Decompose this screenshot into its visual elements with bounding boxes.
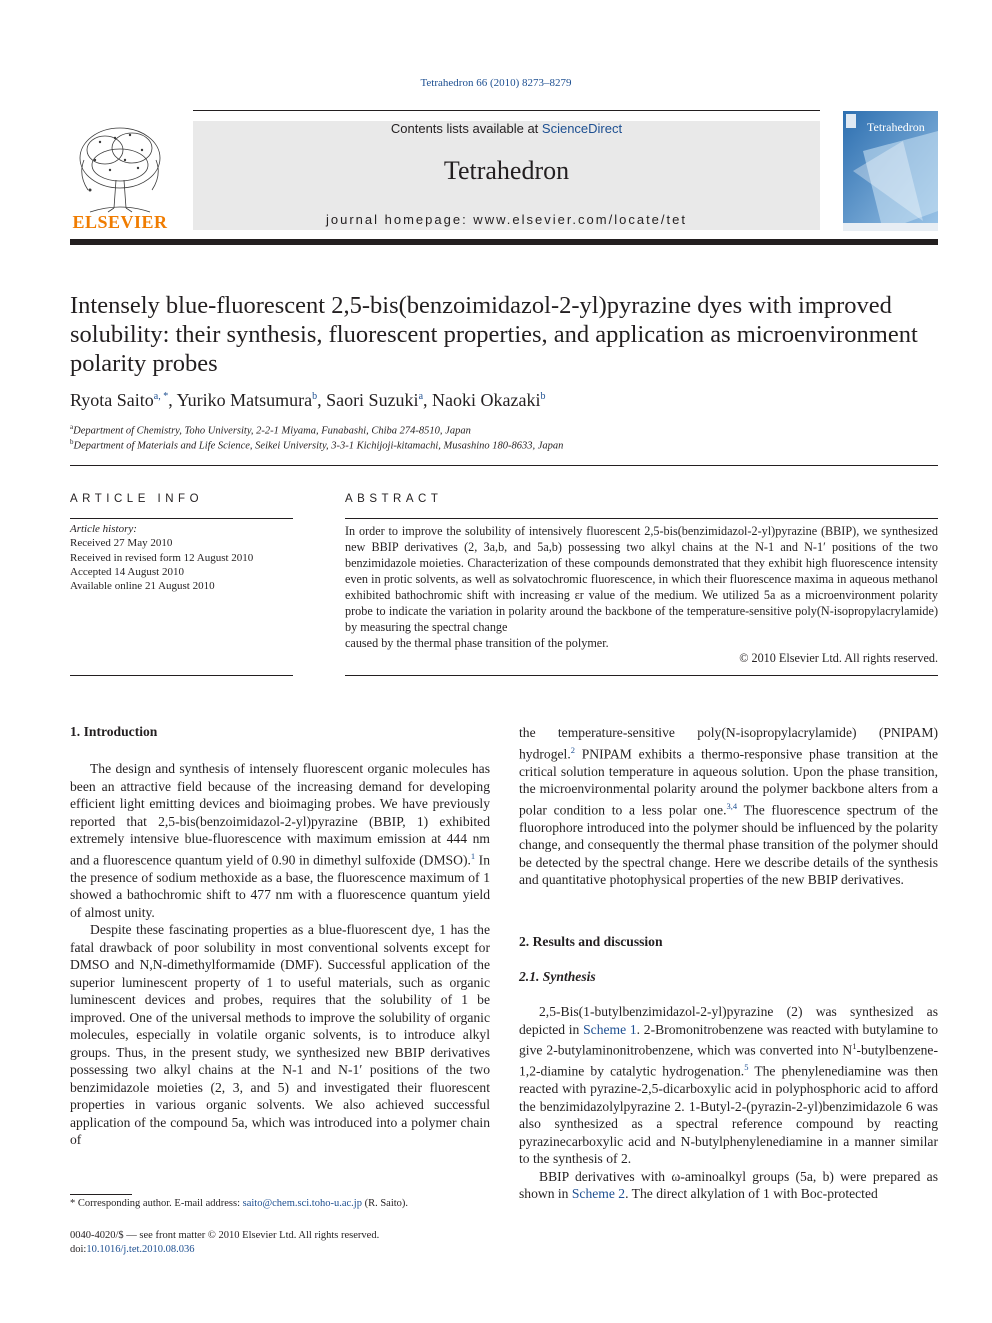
header-rule bbox=[193, 110, 820, 111]
citation-link[interactable]: 5 bbox=[744, 1062, 749, 1073]
elsevier-wordmark: ELSEVIER bbox=[72, 212, 168, 232]
journal-cover[interactable] bbox=[843, 111, 938, 231]
subsection-heading-synthesis: 2.1. Synthesis bbox=[519, 969, 596, 984]
history-item: Accepted 14 August 2010 bbox=[70, 565, 184, 578]
cover-title: Tetrahedron bbox=[867, 120, 925, 134]
abstract-body bbox=[345, 523, 938, 651]
section-rule bbox=[70, 465, 938, 466]
citation-link[interactable]: 2 bbox=[570, 744, 575, 755]
paragraph: BBIP derivatives with ω-aminoalkyl groups (5a, b) were prepared as shown in Scheme 2. The direct alkylation of 1 with Boc-protected bbox=[519, 1168, 938, 1202]
elsevier-logo[interactable] bbox=[70, 120, 170, 232]
corresponding-author-footnote: * Corresponding author. E-mail address: saito@chem.sci.toho-u.ac.jp (R. Saito). bbox=[70, 1198, 409, 1209]
body-column-right-synthesis bbox=[519, 1003, 938, 1203]
author-name[interactable]: Saori Suzuki bbox=[326, 390, 419, 410]
affiliation-b: $^b$Department of Materials and Life Science, Seikei University, 3-3-1 Kichijoji-kitamachi, Musashino 180-8633, Japan bbox=[70, 438, 564, 452]
article-title: Intensely blue-fluorescent 2,5-bis(benzoimidazol-2-yl)pyrazine dyes with improved solubility: their synthesis, fluorescent properties, and application as microenvironment polarity probes bbox=[70, 292, 918, 377]
abstract-rule-bottom bbox=[345, 675, 938, 676]
paragraph: the temperature-sensitive poly(N-isopropylacrylamide) (PNIPAM) hydrogel.$^2$ PNIPAM exhibits a thermo-responsive phase transition at the critical solution temperature in aqueous solution. Upon the phase transition, the microenvironmental polarity around the polymer backbone alters from a polar condition to a less polar one.$^{3,4}$ The fluorescence spectrum of the fluorophore introduced into the polymer should be influenced by the polarity change, and consequently the thermal phase transition of the polymer should be detected by the spectral change. Here we describe details of the synthesis and quantitative photophysical properties of the new BBIP derivatives. bbox=[519, 725, 938, 888]
contents-line: Contents lists available at ScienceDirect bbox=[390, 121, 623, 136]
doi-line: doi:10.1016/j.tet.2010.08.036 bbox=[70, 1244, 195, 1255]
history-label: Article history: bbox=[70, 523, 137, 535]
citation-link[interactable]: 3,4 bbox=[726, 800, 738, 811]
section-heading-introduction: 1. Introduction bbox=[70, 724, 158, 739]
paragraph: The design and synthesis of intensely fluorescent organic molecules has been an attractive field because of the increasing demand for developing efficient light emitting devices and bioimaging probes. We have previously reported that 2,5-bis(benzoimidazol-2-yl)pyrazine (BBIP, 1) exhibited extremely intensive blue-fluorescence with maximum emission at 444 nm and a fluorescence quantum yield of 0.90 in dimethyl sulfoxide (DMSO).$^1$ In the presence of sodium methoxide as a base, the fluorescence maximum of 1 showed a bathochromic shift to 477 nm with a fluorescence quantum yield of almost unity. bbox=[70, 761, 490, 920]
article-info-rule-bottom bbox=[70, 675, 293, 676]
abstract-text: In order to improve the solubility of intensively fluorescent 2,5-bis(benzimidazol-2-yl)pyrazine (BBIP), we synthesized new BBIP derivatives (2, 3a,b, and 5a,b) possessing two alkyl chains at the N-1 and N-1′ positions of the two benzimidazole moieties. Characterization of these compounds demonstrated that they exhibit high fluorescence intensity even in protic solvents, as well as solvatochromic fluorescence, in which their fluorescence maxima in aqueous methanol exhibited bathochromic shift with increasing εr value of the medium. We utilized 5a as a microenvironment polarity probe to indicate the variation in polarity around the backbone of the temperature-sensitive poly(N-isopropylacrylamide) by measuring the spectral change bbox=[345, 524, 938, 634]
citation-link[interactable]: 1 bbox=[470, 850, 476, 861]
doi-link[interactable]: 10.1016/j.tet.2010.08.036 bbox=[86, 1244, 195, 1255]
history-item: Received in revised form 12 August 2010 bbox=[70, 551, 254, 564]
history-item: Received 27 May 2010 bbox=[70, 537, 173, 550]
history-item: Available online 21 August 2010 bbox=[70, 580, 215, 593]
author-name[interactable]: Yuriko Matsumura bbox=[176, 390, 313, 410]
author-affiliation-mark[interactable]: b bbox=[312, 391, 318, 402]
scheme-2-link[interactable]: Scheme 2 bbox=[571, 1186, 626, 1202]
abstract-copyright: © 2010 Elsevier Ltd. All rights reserved. bbox=[739, 651, 938, 665]
scheme-1-link[interactable]: Scheme 1 bbox=[583, 1021, 637, 1037]
body-column-right bbox=[519, 724, 938, 889]
paragraph: 2,5-Bis(1-butylbenzimidazol-2-yl)pyrazine (2) was synthesized as depicted in Scheme 1. 2-Bromonitrobenzene was reacted with butylamine to give 2-butylaminonitrobenzene, which was converted into $N^1-butylbenzene-1,2$-diamine by catalytic hydrogenation.$^5$ The phenylenediamine was then reacted with pyrazine-2,5-dicarboxylic acid in polyphosphoric acid to afford the benzimidazolylpyrazine 2. 1-Butyl-2-(pyrazin-2-yl)benzimidazole 6 was also synthesized as a spectral reference compound by reacting pyrazinecarboxylic acid and N-butylphenylenediamine in a manner similar to the synthesis of 2. bbox=[519, 1004, 938, 1167]
issn-doi-block bbox=[70, 1229, 379, 1257]
abstract-text-last: caused by the thermal phase transition of the polymer. bbox=[345, 636, 609, 650]
author-email-link[interactable]: saito@chem.sci.toho-u.ac.jp bbox=[242, 1198, 362, 1209]
article-info-heading: ARTICLE INFO bbox=[70, 493, 204, 505]
affiliation-a: $^a$Department of Chemistry, Toho University, 2-2-1 Miyama, Funabashi, Chiba 274-8510, Japan bbox=[70, 423, 471, 437]
author-affiliation-mark[interactable]: b bbox=[540, 391, 546, 402]
article-info-rule-top bbox=[70, 518, 293, 519]
author-separator: , bbox=[168, 390, 177, 410]
author-list bbox=[70, 390, 930, 411]
abstract-rule-top bbox=[345, 518, 938, 519]
body-column-left bbox=[70, 760, 490, 1149]
footnote-rule bbox=[70, 1194, 132, 1195]
author-separator: , bbox=[423, 390, 433, 410]
abstract-heading: ABSTRACT bbox=[345, 493, 443, 505]
sciencedirect-link[interactable]: ScienceDirect bbox=[541, 121, 623, 136]
section-heading-results: 2. Results and discussion bbox=[519, 934, 663, 949]
author-name[interactable]: Naoki Okazaki bbox=[432, 390, 541, 410]
author-affiliation-mark[interactable]: a, * bbox=[153, 391, 169, 402]
author-affiliation-mark[interactable]: a bbox=[418, 391, 424, 402]
header-thick-rule bbox=[70, 239, 938, 245]
journal-title: Tetrahedron bbox=[443, 156, 570, 185]
author-name[interactable]: Ryota Saito bbox=[70, 390, 154, 410]
article-history bbox=[70, 522, 293, 593]
paragraph: Despite these fascinating properties as a blue-fluorescent dye, 1 has the fatal drawback of poor solubility in most conventional solvents except for DMSO and N,N-dimethylformamide (DMF). Successful application of the superior luminescent property of 1 to useful materials, such as organic luminescent devices and probes, requires that the solubility of 1 be improved. One of the universal methods to improve the solubility of organic molecules, especially in volatile organic solvents, is to introduce alkyl groups. Thus, in the present study, we synthesized new BBIP derivatives possessing two alkyl chains at the N-1 and N-1′ positions of the two benzimidazole moieties (2, 3, and 5) and investigated their fluorescent properties in various organic solvents. We also achieved successful application of the compound 5a, which was introduced into a polymer chain of bbox=[70, 922, 490, 1148]
author-separator: , bbox=[317, 390, 327, 410]
journal-homepage[interactable]: journal homepage: www.elsevier.com/locate/tet bbox=[326, 212, 687, 227]
journal-reference[interactable]: Tetrahedron 66 (2010) 8273–8279 bbox=[420, 77, 572, 89]
issn-line: 0040-4020/$ — see front matter © 2010 Elsevier Ltd. All rights reserved. bbox=[70, 1230, 380, 1241]
